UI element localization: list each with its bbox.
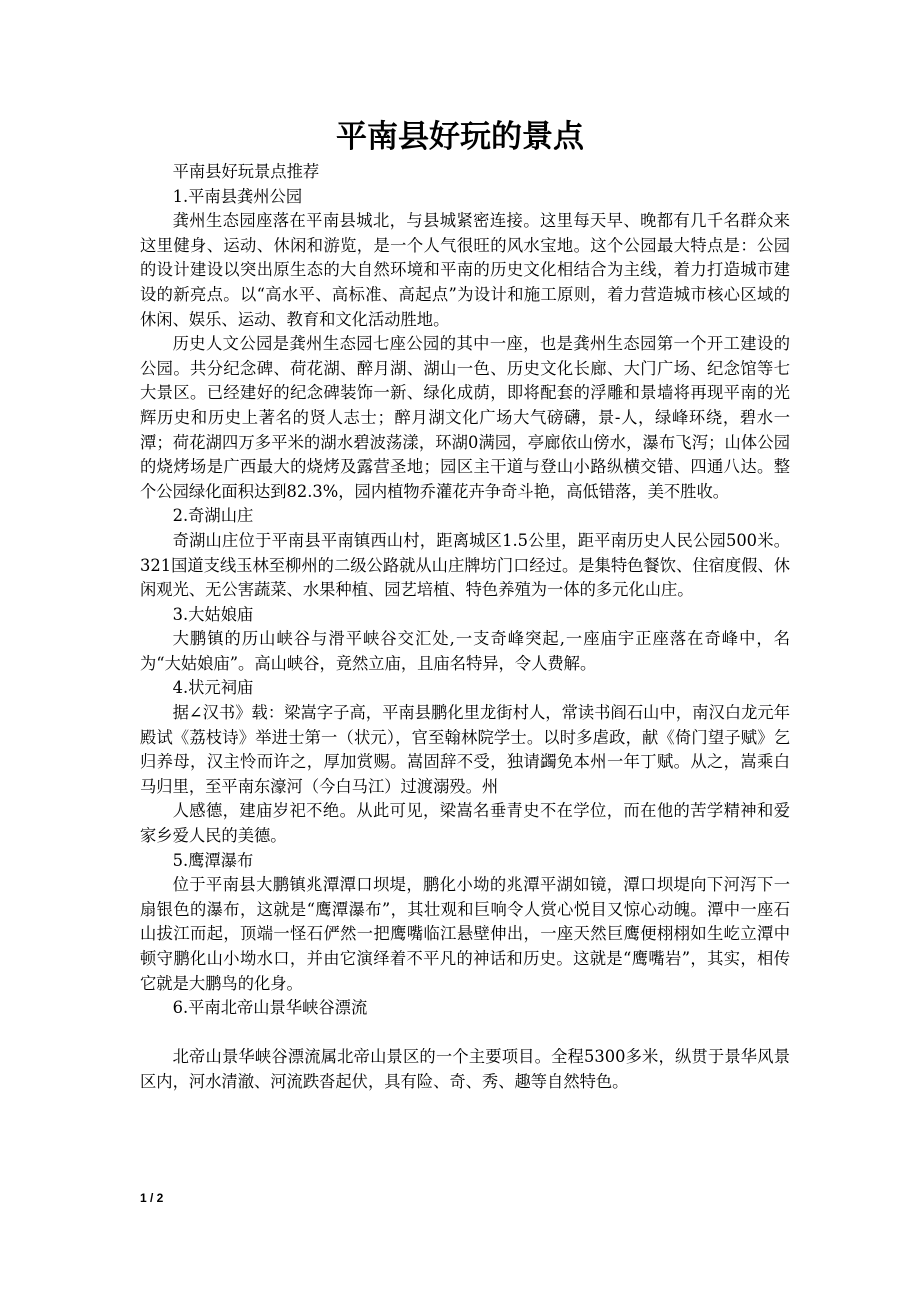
blank-line (140, 1021, 790, 1046)
section-paragraph: 位于平南县大鹏镇兆潭潭口坝堤，鹏化小坳的兆潭平湖如镜，潭口坝堤向下河泻下一扇银色的瀑布，这就是“鹰潭瀑布”，其壮观和巨响令人赏心悦目又惊心动魄。潭中一座石山拔江而起，顶端一怪石俨然一把鹰嘴临江悬壁伸出，一座天然巨鹰便栩栩如生屹立潭中顿守鹏化山小坳水口，并由它演绎着不平凡的神话和历史。这就是“鹰嘴岩”，其实，相传它就是大鹏鸟的化身。 (140, 875, 790, 993)
document-title: 平南县好玩的景点 (336, 119, 584, 155)
document-body (140, 160, 790, 1095)
section-paragraph: 北帝山景华峡谷漂流属北帝山景区的一个主要项目。全程5300多米，纵贯于景华风景区内，河水清澈、河流跌沓起伏，具有险、奇、秀、趣等自然特色。 (140, 1047, 790, 1091)
section-heading-6: 6.平南北帝山景华峡谷漂流 (172, 998, 368, 1018)
section-heading-1: 1.平南县龚州公园 (172, 186, 303, 206)
section-paragraph: 据∠汉书》载：梁嵩字子高，平南县鹏化里龙街村人，常读书阎石山中，南汉白龙元年殿试《荔枝诗》举进士第一（状元），官至翰林院学士。以时多虐政，献《倚门望子赋》乞归养母，汉主怜而许之，厚加赏赐。嵩固辞不受，独请蠲免本州一年丁赋。从之，嵩乘白马归里，至平南东濠河（今白马江）过渡溺殁。州 (140, 703, 790, 796)
intro-heading: 平南县好玩景点推荐 (172, 162, 320, 181)
section-paragraph: 龚州生态园座落在平南县城北，与县城紧密连接。这里每天早、晚都有几千名群众来这里健身、运动、休闲和游览，是一个人气很旺的风水宝地。这个公园最大特点是：公园的设计建设以突出原生态的大自然环境和平南的历史文化相结合为主线，着力打造城市建设的新亮点。以“高水平、高标准、高起点”为设计和施工原则，着力营造城市核心区域的休闲、娱乐、运动、教育和文化活动胜地。 (140, 211, 790, 329)
section-heading-3: 3.大姑娘庙 (172, 604, 254, 624)
page-indicator: 1 / 2 (140, 1191, 164, 1205)
section-paragraph: 大鹏镇的历山峡谷与滑平峡谷交汇处,一支奇峰突起,一座庙宇正座落在奇峰中，名为“大姑娘庙”。高山峡谷，竟然立庙，且庙名特异，令人费解。 (140, 629, 790, 673)
section-heading-5: 5.鹰潭瀑布 (172, 850, 254, 870)
section-heading-4: 4.状元祠庙 (172, 678, 254, 698)
section-paragraph: 历史人文公园是龚州生态园七座公园的其中一座，也是龚州生态园第一个开工建设的公园。共分纪念碑、荷花湖、醉月湖、湖山一色、历史文化长廊、大门广场、纪念馆等七大景区。已经建好的纪念碑装饰一新、绿化成荫，即将配套的浮雕和景墙将再现平南的光辉历史和历史上著名的贤人志士；醉月湖文化广场大气磅礴，景-人，绿峰环绕，碧水一潭；荷花湖四万多平米的湖水碧波荡漾，环湖0满园，亭廊依山傍水，瀑布飞泻；山体公园的烧烤场是广西最大的烧烤及露营圣地；园区主干道与登山小路纵横交错、四通八达。整个公园绿化面积达到82.3%，园内植物乔灌花卉争奇斗艳，高低错落，美不胜收。 (140, 334, 790, 501)
section-paragraph: 奇湖山庄位于平南县平南镇西山村，距离城区1.5公里，距平南历史人民公园500米。321国道支线玉林至柳州的二级公路就从山庄牌坊门口经过。是集特色餐饮、住宿度假、休闲观光、无公害蔬菜、水果种植、园艺培植、特色养殖为一体的多元化山庄。 (140, 530, 790, 600)
section-paragraph: 人感德，建庙岁祀不绝。从此可见，梁嵩名垂青史不在学位，而在他的苦学精神和爱家乡爱人民的美德。 (140, 801, 790, 846)
section-heading-2: 2.奇湖山庄 (172, 506, 254, 526)
